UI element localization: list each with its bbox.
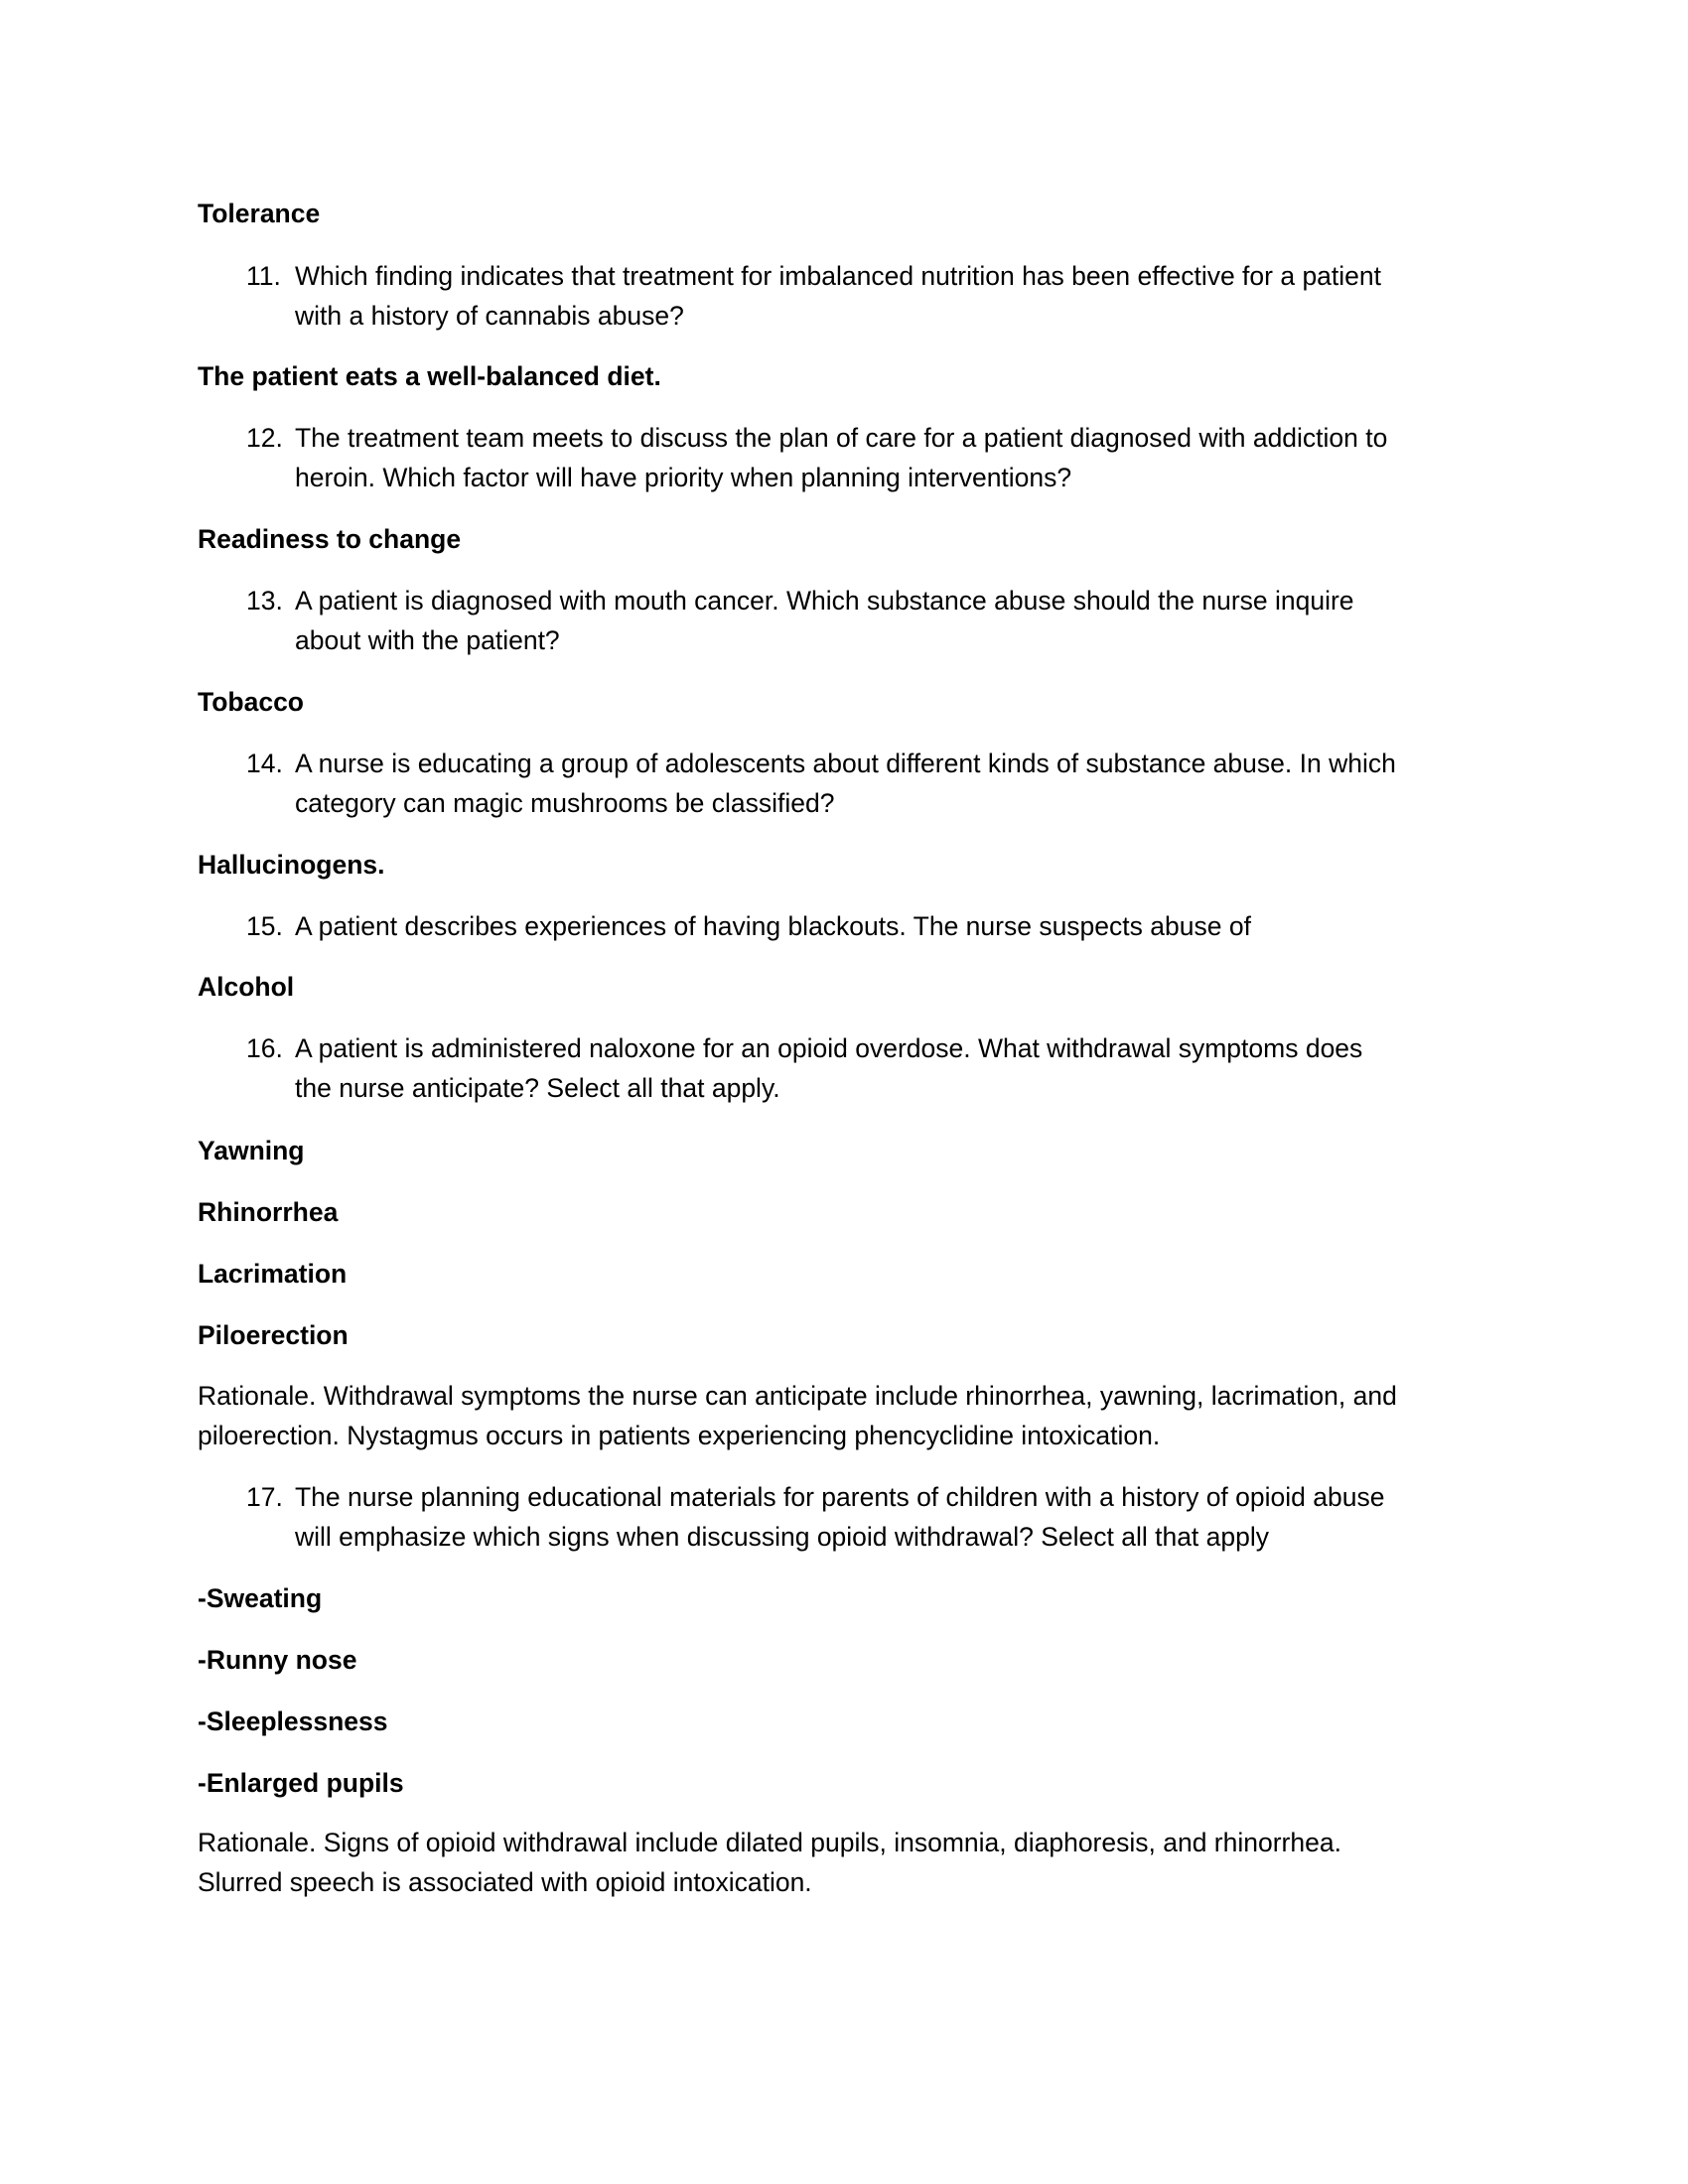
text-line: category can magic mushrooms be classified? — [295, 788, 835, 818]
text-line: Rationale. Withdrawal symptoms the nurse can anticipate include rhinorrhea, yawning, lacrimation, and — [198, 1381, 1397, 1411]
answer-text — [198, 682, 304, 722]
answer-text — [198, 967, 294, 1007]
question-item — [246, 1477, 1385, 1552]
rationale-text — [198, 1376, 1397, 1455]
question-number: 17. — [246, 1482, 283, 1512]
answer-text — [198, 1315, 349, 1355]
text-line: the nurse anticipate? Select all that apply. — [295, 1073, 780, 1103]
question-text — [295, 744, 1396, 818]
answer-text — [198, 1763, 404, 1803]
text-line: Which finding indicates that treatment for imbalanced nutrition has been effective for a patient — [295, 261, 1382, 291]
answer-text — [198, 194, 320, 233]
question-number: 11. — [246, 261, 281, 291]
text-line: Yawning — [198, 1136, 305, 1165]
answer-text — [198, 1131, 305, 1170]
text-line: Rationale. Signs of opioid withdrawal include dilated pupils, insomnia, diaphoresis, and rhinorrhea. — [198, 1828, 1341, 1857]
question-item — [246, 256, 1382, 331]
answer-text — [198, 1192, 338, 1232]
text-line: A patient describes experiences of having blackouts. The nurse suspects abuse of — [295, 911, 1251, 941]
text-line: The treatment team meets to discuss the plan of care for a patient diagnosed with addiction to — [295, 423, 1388, 453]
question-item — [246, 906, 1251, 946]
text-line: -Runny nose — [198, 1645, 357, 1675]
text-line: about with the patient? — [295, 625, 560, 655]
answer-text — [198, 845, 384, 885]
text-line: Tobacco — [198, 687, 304, 717]
question-number: 12. — [246, 423, 283, 453]
question-item — [246, 418, 1388, 492]
text-line: Hallucinogens. — [198, 850, 385, 880]
text-line: Readiness to change — [198, 524, 462, 554]
question-number: 16. — [246, 1033, 283, 1063]
text-line: A patient is diagnosed with mouth cancer. Which substance abuse should the nurse inquire — [295, 586, 1354, 615]
answer-text — [198, 1640, 356, 1680]
text-line: Alcohol — [198, 972, 295, 1002]
rationale-text — [198, 1823, 1341, 1902]
text-line: -Enlarged pupils — [198, 1768, 404, 1798]
text-line: A nurse is educating a group of adolescents about different kinds of substance abuse. In which — [295, 749, 1396, 778]
text-line: The patient eats a well-balanced diet. — [198, 361, 661, 391]
answer-text — [198, 1578, 322, 1618]
question-number: 15. — [246, 911, 283, 941]
text-line: heroin. Which factor will have priority when planning interventions? — [295, 463, 1072, 492]
question-text — [295, 256, 1382, 331]
question-text — [295, 1028, 1363, 1103]
text-line: Tolerance — [198, 199, 321, 228]
question-item — [246, 744, 1396, 818]
text-line: Rhinorrhea — [198, 1197, 339, 1227]
text-line: -Sweating — [198, 1583, 323, 1613]
answer-text — [198, 1254, 347, 1294]
text-line: piloerection. Nystagmus occurs in patients experiencing phencyclidine intoxication. — [198, 1421, 1161, 1450]
text-line: will emphasize which signs when discussing opioid withdrawal? Select all that apply — [295, 1522, 1270, 1552]
question-text — [295, 418, 1388, 492]
answer-text — [198, 1702, 388, 1741]
text-line: -Sleeplessness — [198, 1706, 388, 1736]
question-number: 14. — [246, 749, 283, 778]
text-line: The nurse planning educational materials for parents of children with a history of opioid abuse — [295, 1482, 1385, 1512]
answer-text — [198, 519, 461, 559]
text-line: with a history of cannabis abuse? — [295, 301, 684, 331]
question-text — [295, 906, 1251, 946]
question-item — [246, 1028, 1363, 1103]
text-line: A patient is administered naloxone for an opioid overdose. What withdrawal symptoms does — [295, 1033, 1363, 1063]
text-line: Slurred speech is associated with opioid intoxication. — [198, 1867, 812, 1897]
question-number: 13. — [246, 586, 283, 615]
question-item — [246, 581, 1354, 655]
question-text — [295, 581, 1354, 655]
answer-text — [198, 356, 661, 396]
text-line: Piloerection — [198, 1320, 349, 1350]
text-line: Lacrimation — [198, 1259, 348, 1289]
question-text — [295, 1477, 1385, 1552]
